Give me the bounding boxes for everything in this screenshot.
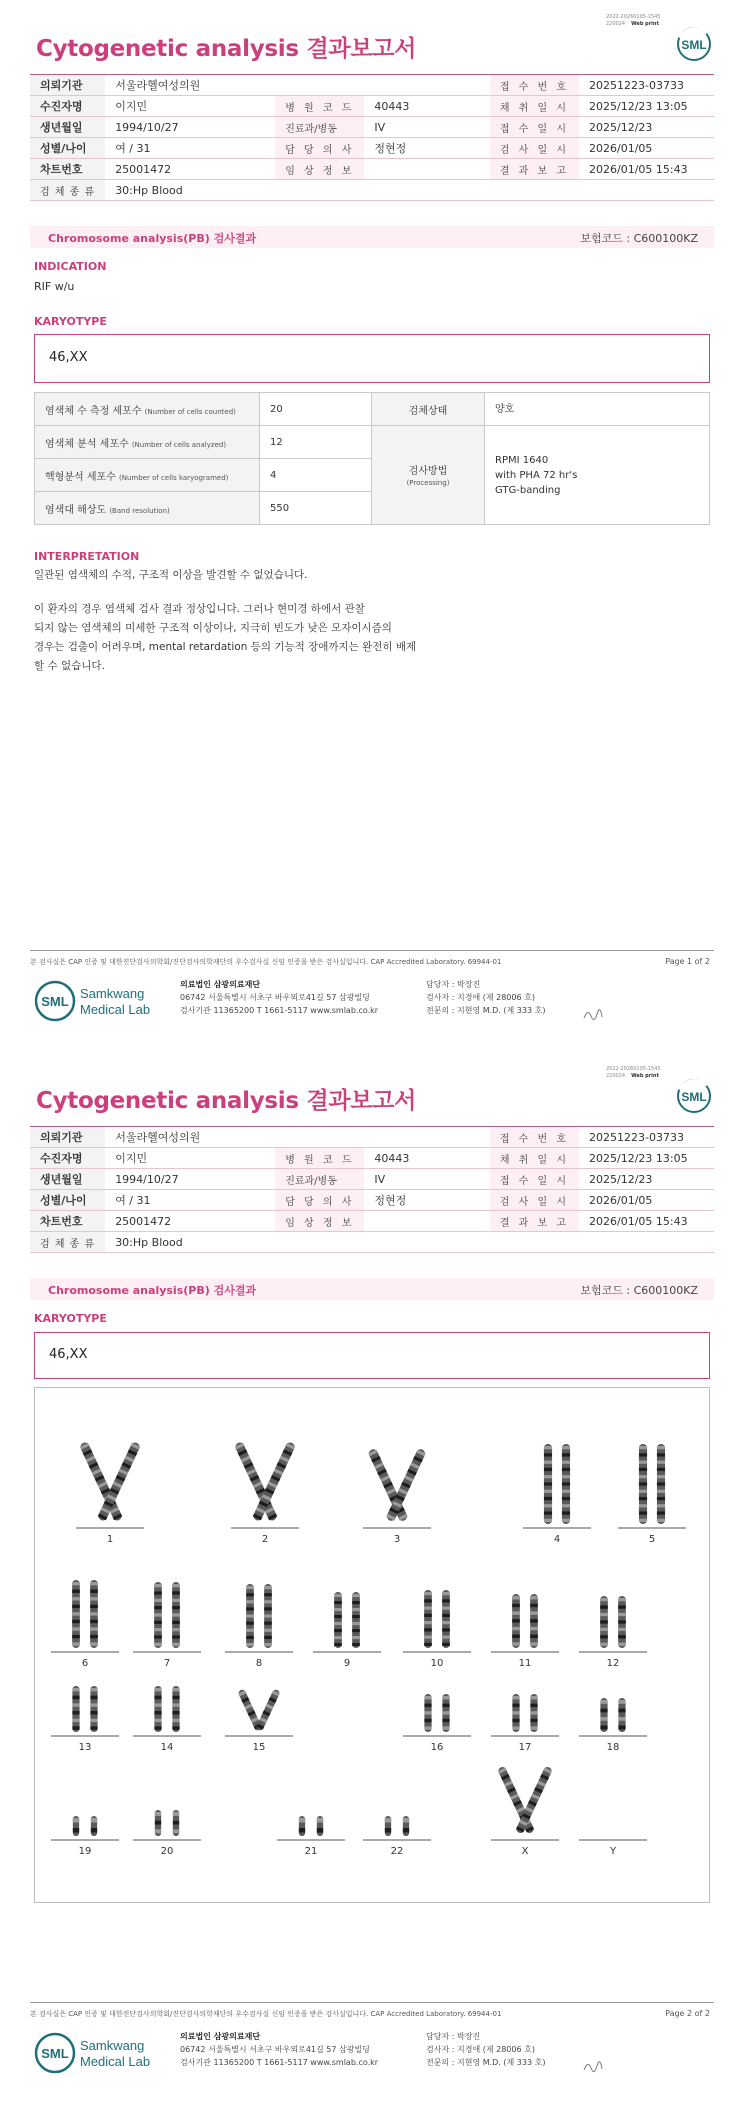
- page-number: Page 2 of 2: [665, 2009, 710, 2018]
- indication-text: RIF w/u: [34, 280, 75, 293]
- footer-divider: [30, 2002, 714, 2003]
- chromosome-label: 1: [106, 1534, 114, 1545]
- chromosome-label: 10: [430, 1658, 444, 1669]
- chromosome-label: 8: [255, 1658, 263, 1669]
- sml-logo-icon: [676, 26, 712, 62]
- patient-info-table: 의뢰기관 서울라헬여성의원 접 수 번 호 20251223-03733 수진자명 이지민 병 원 코 드 40443 채 취 일 시 2025/12/23 13:05 생년월일 1994/10/27 진료과/병동 IV 접 수 일 시 2025/12/23 성별/나이 여 / 31 담 당 의 사 정현정 검 사 일 시 2026/01/05 차트번호 25001472 임 상 정 보 결 과 보 고 2026/01/05 15:43 검 체 종 류 30:Hp Blood: [30, 1126, 714, 1253]
- chromosome-label: 22: [390, 1846, 404, 1857]
- svg-text:SML: SML: [41, 2046, 69, 2061]
- chromosome-label: 2: [261, 1534, 269, 1545]
- signature-icon: [582, 1008, 604, 1022]
- chromosome-pair-2: [234, 1441, 296, 1522]
- chromosome-pair-7: [154, 1582, 180, 1648]
- footer-address: 의료법인 삼광의료재단 06742 서울특별시 서초구 바우뫼로41길 57 삼광빌딩 검사기관 11365200 T 1661-5117 www.smlab.co.kr: [180, 980, 379, 1015]
- chromosome-label: 19: [78, 1846, 92, 1857]
- chromosome-pair-12: [600, 1596, 626, 1648]
- interpretation-body: 이 환자의 경우 염색체 검사 결과 정상입니다. 그러나 현미경 하에서 관찰 되지 않는 염색체의 미세한 구조적 이상이나, 지극히 빈도가 낮은 모자이시즘의 경우는 검출이 어려우며, mental retardation 등의 기능적 장애까지는 완전히 배제 할 수 없습니다.: [34, 603, 417, 672]
- chromosome-pair-1: [79, 1441, 141, 1522]
- chromosome-pair-21: [299, 1816, 323, 1836]
- karyotype-box: 46,XX: [34, 334, 710, 383]
- chromosome-label: 14: [160, 1742, 174, 1753]
- indication-heading: INDICATION: [34, 260, 107, 273]
- chromosome-label: 6: [81, 1658, 89, 1669]
- svg-text:SML: SML: [681, 1090, 707, 1104]
- karyotype-box: 46,XX: [34, 1332, 710, 1379]
- chromosome-label: 15: [252, 1742, 266, 1753]
- svg-text:Medical Lab: Medical Lab: [80, 2054, 151, 2069]
- sml-logo-icon: [676, 1078, 712, 1114]
- report-title: Cytogenetic analysis 결과보고서: [36, 1088, 417, 1114]
- svg-text:Samkwang: Samkwang: [80, 2038, 145, 2053]
- footer-address: 의료법인 삼광의료재단 06742 서울특별시 서초구 바우뫼로41길 57 삼광빌딩 검사기관 11365200 T 1661-5117 www.smlab.co.kr: [180, 2032, 379, 2067]
- chromosome-pair-17: [512, 1694, 537, 1732]
- result-bar: Chromosome analysis(PB) 검사결과 보험코드 : C600100KZ: [30, 226, 714, 248]
- svg-text:SML: SML: [41, 994, 69, 1009]
- chromosome-pair-18: [600, 1698, 625, 1732]
- chromosome-pair-13: [72, 1686, 97, 1732]
- chromosome-pair-5: [639, 1444, 665, 1524]
- chromosome-pair-22: [385, 1816, 409, 1836]
- interpretation-heading: INTERPRETATION: [34, 550, 140, 563]
- chromosome-pair-16: [424, 1694, 449, 1732]
- chromosome-label: 3: [393, 1534, 401, 1545]
- chromosome-pair-8: [246, 1584, 272, 1648]
- chromosome-label: 20: [160, 1846, 174, 1857]
- signature-icon: [582, 2060, 604, 2074]
- chromosome-pair-19: [73, 1816, 97, 1836]
- chromosome-label: 5: [648, 1534, 656, 1545]
- result-bar: Chromosome analysis(PB) 검사결과 보험코드 : C600100KZ: [30, 1278, 714, 1300]
- footer-divider: [30, 950, 714, 951]
- chromosome-label: 18: [606, 1742, 620, 1753]
- samkwang-logo-icon: [34, 980, 184, 1022]
- chromosome-pair-14: [154, 1686, 179, 1732]
- chromosome-pair-6: [72, 1580, 98, 1648]
- chromosome-label: X: [521, 1846, 529, 1857]
- print-stamp: 2022-20260105-1545 220024 Web print: [606, 1066, 661, 1079]
- footer-note: 본 검사실은 CAP 인증 및 대한진단검사의학회/진단검사의학재단의 우수검사실 신임 인증을 받은 검사실입니다. CAP Accredited Laboratory. 69944-01: [30, 958, 502, 966]
- chromosome-label: 7: [163, 1658, 171, 1669]
- karyogram-image: [35, 1388, 711, 1904]
- karyotype-heading: KARYOTYPE: [34, 315, 107, 328]
- chromosome-label: 9: [343, 1658, 351, 1669]
- chromosome-label: 12: [606, 1658, 620, 1669]
- chromosome-label: 13: [78, 1742, 92, 1753]
- footer-signatories: 담당자 : 박장진 검사자 : 지경애 (제 28006 호) 전문의 : 지현영 M.D. (제 333 호): [426, 2032, 546, 2067]
- chromosome-pair-15: [237, 1689, 280, 1732]
- page-number: Page 1 of 2: [665, 957, 710, 966]
- chromosome-label: 11: [518, 1658, 532, 1669]
- chromosome-pair-X: [497, 1766, 553, 1835]
- interpretation-summary: 일관된 염색체의 수적, 구조적 이상을 발견할 수 없었습니다.: [34, 569, 308, 581]
- chromosome-label: 17: [518, 1742, 532, 1753]
- patient-info-table: 의뢰기관 서울라헬여성의원 접 수 번 호 20251223-03733 수진자명 이지민 병 원 코 드 40443 채 취 일 시 2025/12/23 13:05 생년월일 1994/10/27 진료과/병동 IV 접 수 일 시 2025/12/23 성별/나이 여 / 31 담 당 의 사 정현정 검 사 일 시 2026/01/05 차트번호 25001472 임 상 정 보 결 과 보 고 2026/01/05 15:43 검 체 종 류 30:Hp Blood: [30, 74, 714, 201]
- svg-text:Samkwang: Samkwang: [80, 986, 145, 1001]
- chromosome-pair-4: [544, 1444, 570, 1524]
- svg-text:SML: SML: [681, 38, 707, 52]
- chromosome-pair-3: [367, 1448, 426, 1522]
- karyotype-heading: KARYOTYPE: [34, 1312, 107, 1325]
- samkwang-logo-icon: [34, 2032, 184, 2074]
- chromosome-label: 4: [553, 1534, 561, 1545]
- report-title: Cytogenetic analysis 결과보고서: [36, 36, 417, 62]
- chromosome-pair-10: [424, 1590, 450, 1648]
- chromosome-label: 16: [430, 1742, 444, 1753]
- chromosome-pair-9: [334, 1592, 360, 1648]
- chromosome-pair-20: [155, 1810, 179, 1836]
- chromosome-pair-11: [512, 1594, 538, 1648]
- karyogram-panel: [34, 1387, 710, 1903]
- chromosome-label: Y: [609, 1846, 617, 1857]
- chromosome-label: 21: [304, 1846, 318, 1857]
- footer-note: 본 검사실은 CAP 인증 및 대한진단검사의학회/진단검사의학재단의 우수검사실 신임 인증을 받은 검사실입니다. CAP Accredited Laboratory. 69944-01: [30, 2010, 502, 2018]
- cell-count-table: 염색체 수 측정 세포수 (Number of cells counted) 20 검체상태 양호 염색체 분석 세포수 (Number of cells analyzed) 12 검사방법 (Processing) RPMI 1640 with PHA 72 hr's GTG-banding 핵형분석 세포수 (Number of cells karyogramed) 4 염색대 해상도 (Band resolution) 550: [34, 392, 710, 525]
- footer-signatories: 담당자 : 박장진 검사자 : 지경애 (제 28006 호) 전문의 : 지현영 M.D. (제 333 호): [426, 980, 546, 1015]
- svg-text:Medical Lab: Medical Lab: [80, 1002, 151, 1017]
- print-stamp: 2022-20260105-1545 220024 Web print: [606, 14, 661, 27]
